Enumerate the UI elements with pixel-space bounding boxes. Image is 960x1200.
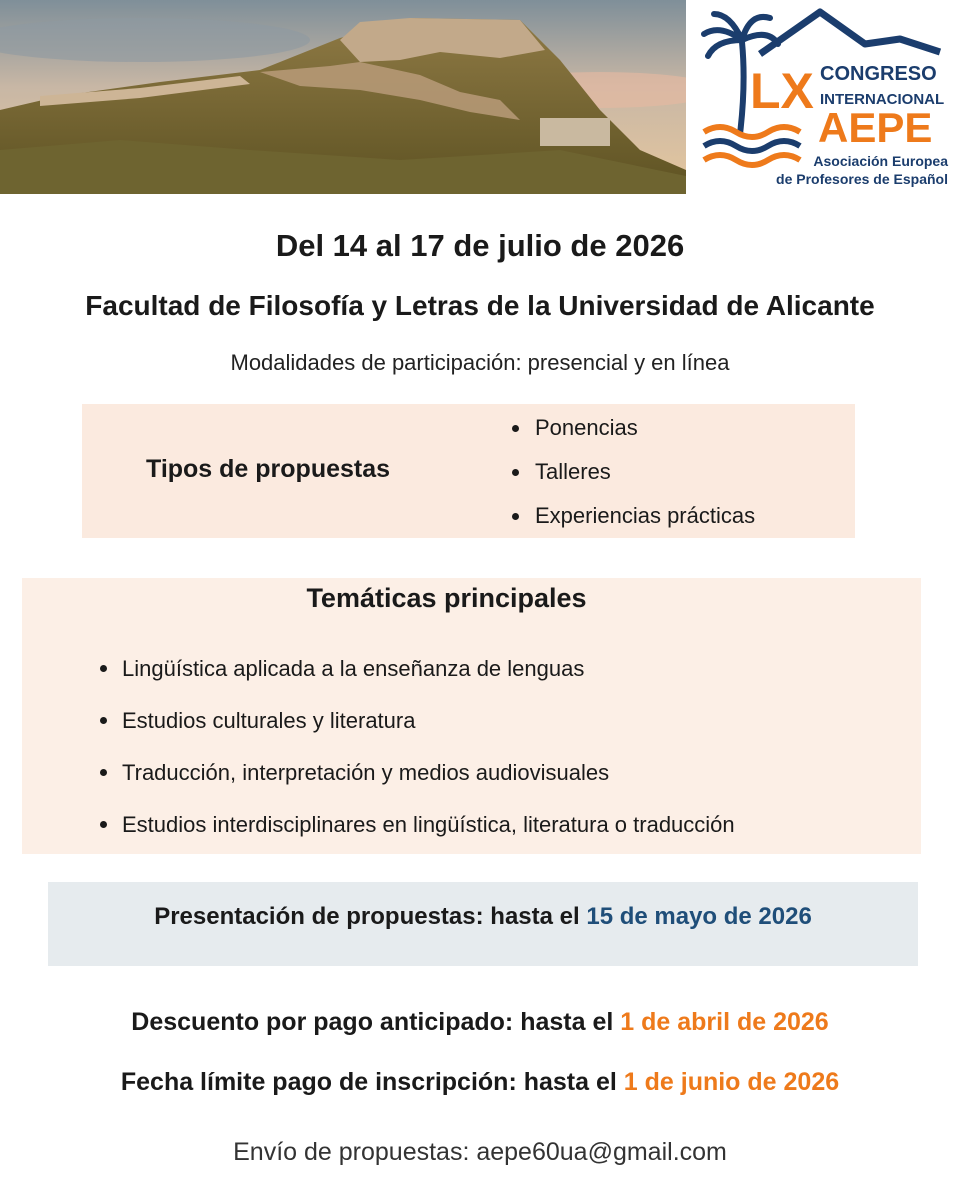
participation-modalities: Modalidades de participación: presencial y en línea	[230, 350, 730, 375]
list-item: Traducción, interpretación y medios audiovisuales	[98, 756, 735, 808]
contact-email: Envío de propuestas: aepe60ua@gmail.com	[233, 1138, 727, 1166]
early-payment-label: Descuento por pago anticipado: hasta el	[131, 1008, 614, 1036]
list-item: Estudios interdisciplinares en lingüística, literatura o traducción	[98, 808, 735, 860]
early-payment-deadline	[0, 1008, 960, 1037]
event-dates: Del 14 al 17 de julio de 2026	[275, 228, 685, 263]
svg-text:INTERNACIONAL: INTERNACIONAL	[820, 91, 945, 108]
svg-text:CONGRESO: CONGRESO	[820, 63, 937, 85]
svg-text:de Profesores de Español: de Profesores de Español	[776, 171, 948, 187]
submission-deadline	[48, 903, 918, 931]
svg-text:LX: LX	[750, 63, 814, 119]
list-item: Experiencias prácticas	[510, 500, 755, 544]
submission-deadline-date: 15 de mayo de 2026	[586, 903, 812, 930]
proposal-types-list	[510, 412, 755, 544]
svg-text:Asociación Europea: Asociación Europea	[813, 153, 948, 169]
list-item: Ponencias	[510, 412, 755, 456]
proposal-types-label: Tipos de propuestas	[146, 455, 391, 483]
themes-title: Temáticas principales	[306, 583, 587, 613]
registration-payment-deadline	[0, 1068, 960, 1097]
early-payment-date: 1 de abril de 2026	[620, 1008, 829, 1036]
event-venue: Facultad de Filosofía y Letras de la Universidad de Alicante	[85, 290, 875, 321]
castle-photo	[0, 0, 686, 194]
list-item: Talleres	[510, 456, 755, 500]
registration-payment-label: Fecha límite pago de inscripción: hasta el	[120, 1068, 617, 1096]
list-item: Estudios culturales y literatura	[98, 704, 735, 756]
congress-logo	[700, 4, 958, 194]
svg-text:AEPE: AEPE	[818, 104, 933, 151]
themes-list	[98, 652, 735, 860]
list-item: Lingüística aplicada a la enseñanza de lenguas	[98, 652, 735, 704]
registration-payment-date: 1 de junio de 2026	[623, 1068, 840, 1096]
submission-deadline-label: Presentación de propuestas: hasta el	[154, 903, 580, 930]
